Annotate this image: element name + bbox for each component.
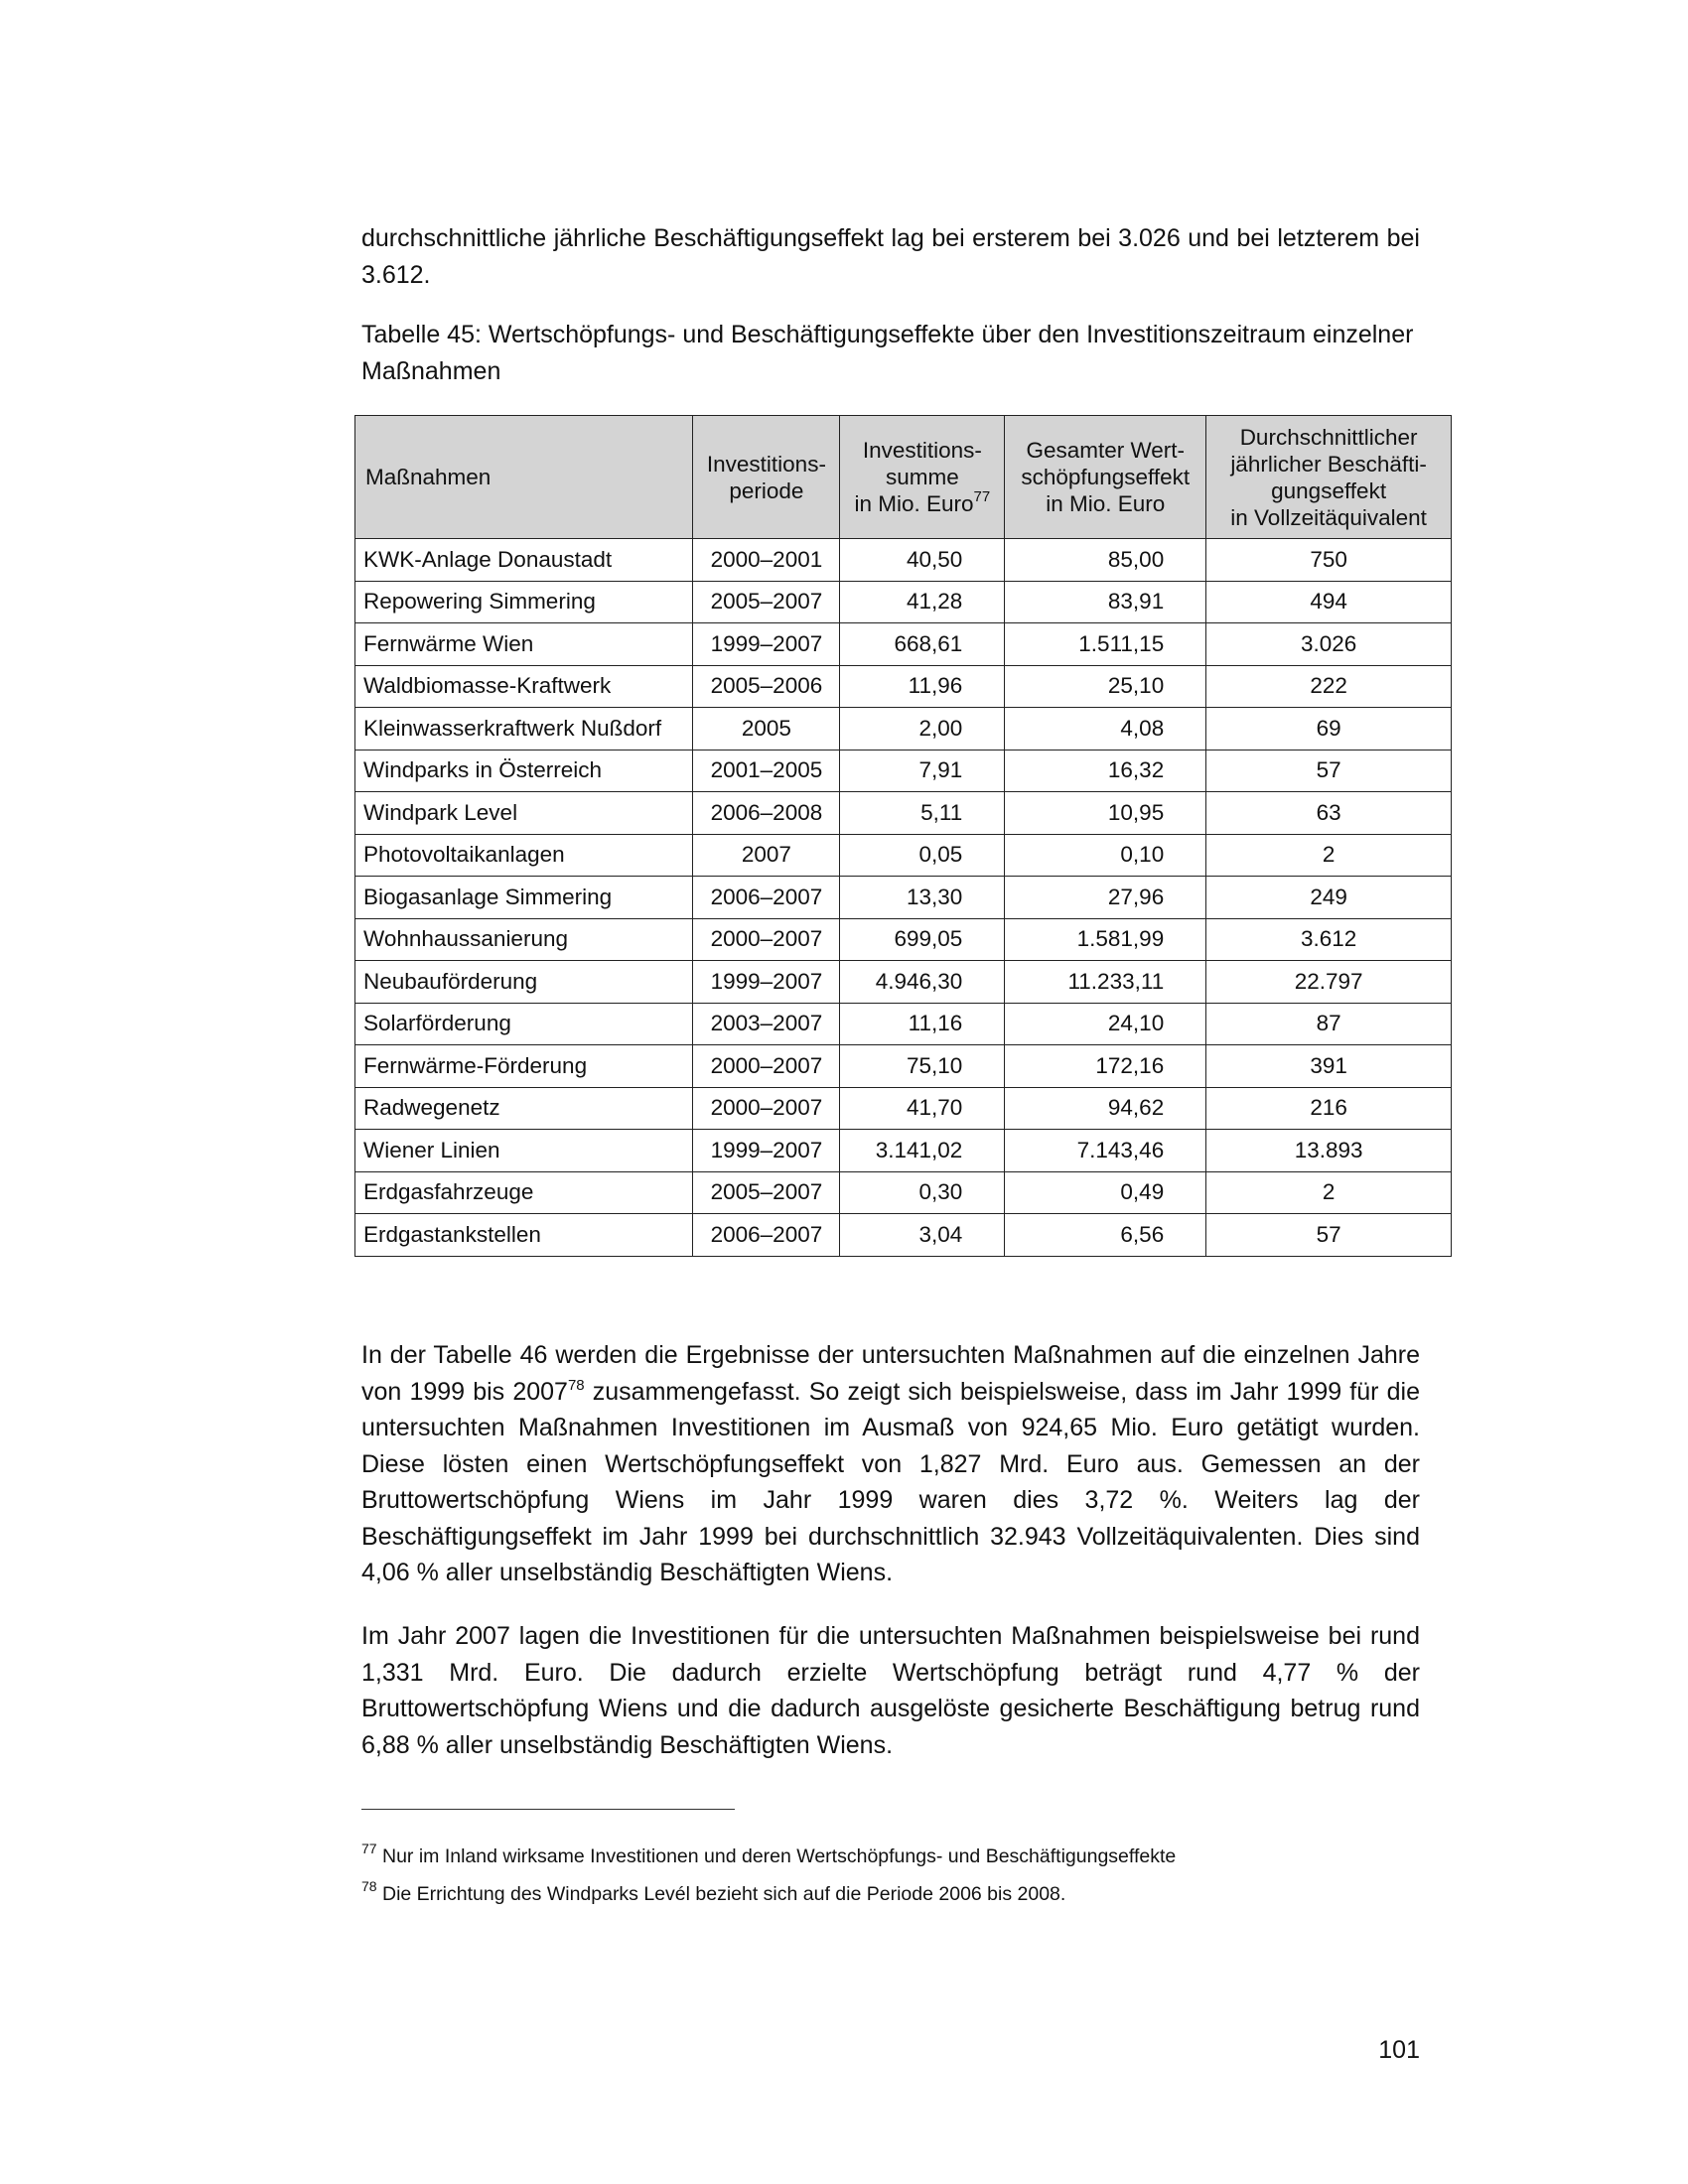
employment-cell: 750 — [1206, 539, 1452, 582]
header-employment — [1206, 416, 1452, 539]
investment-cell: 13,30 — [840, 877, 1005, 919]
measure-name-cell: Repowering Simmering — [355, 581, 693, 623]
table-row — [355, 918, 1452, 961]
investment-cell: 668,61 — [840, 623, 1005, 666]
table-row — [355, 1130, 1452, 1172]
investment-cell: 2,00 — [840, 708, 1005, 751]
period-cell: 2003–2007 — [693, 1003, 840, 1045]
footnote-text: Die Errichtung des Windparks Levél bezieht sich auf die Periode 2006 bis 2008. — [382, 1883, 1066, 1905]
measure-name-cell: Erdgastankstellen — [355, 1214, 693, 1257]
period-cell: 2000–2007 — [693, 1045, 840, 1088]
table-row — [355, 623, 1452, 666]
header-investment-line: summe — [885, 465, 959, 489]
table-row — [355, 792, 1452, 835]
investment-cell: 41,28 — [840, 581, 1005, 623]
value-added-cell: 25,10 — [1005, 665, 1206, 708]
investment-cell: 11,16 — [840, 1003, 1005, 1045]
value-added-cell: 7.143,46 — [1005, 1130, 1206, 1172]
table-row — [355, 665, 1452, 708]
measure-name-cell: Kleinwasserkraftwerk Nußdorf — [355, 708, 693, 751]
investment-cell: 75,10 — [840, 1045, 1005, 1088]
employment-cell: 222 — [1206, 665, 1452, 708]
value-added-cell: 27,96 — [1005, 877, 1206, 919]
header-employment-line: jährlicher Beschäfti- — [1230, 451, 1427, 477]
investment-cell: 7,91 — [840, 750, 1005, 792]
value-added-cell: 6,56 — [1005, 1214, 1206, 1257]
employment-cell: 3.026 — [1206, 623, 1452, 666]
period-cell: 2005 — [693, 708, 840, 751]
value-added-cell: 10,95 — [1005, 792, 1206, 835]
value-added-cell: 0,49 — [1005, 1171, 1206, 1214]
period-cell: 2005–2007 — [693, 1171, 840, 1214]
employment-cell: 249 — [1206, 877, 1452, 919]
value-added-cell: 85,00 — [1005, 539, 1206, 582]
employment-cell: 216 — [1206, 1087, 1452, 1130]
employment-cell: 13.893 — [1206, 1130, 1452, 1172]
employment-cell: 57 — [1206, 1214, 1452, 1257]
table-row — [355, 708, 1452, 751]
value-added-cell: 1.581,99 — [1005, 918, 1206, 961]
measure-name-cell: Solarförderung — [355, 1003, 693, 1045]
header-period-line: periode — [729, 478, 804, 503]
header-employment-line: in Vollzeitäquivalent — [1230, 504, 1427, 530]
period-cell: 2006–2007 — [693, 877, 840, 919]
header-employment-line: gungseffekt — [1271, 478, 1387, 503]
period-cell: 2005–2006 — [693, 665, 840, 708]
investment-cell: 3.141,02 — [840, 1130, 1005, 1172]
body-paragraph-2: Im Jahr 2007 lagen die Investitionen für die untersuchten Maßnahmen beispielsweise bei rund 1,331 Mrd. Euro. Die dadurch erzielte Wertschöpfung beträgt rund 4,77 % der Bruttowertschöpfung Wiens und die dadurch ausgelöste gesicherte Beschäftigung betrug rund 6,88 % aller unselbständig Beschäftigten Wiens. — [361, 1622, 1420, 1759]
header-measures: Maßnahmen — [355, 416, 693, 539]
period-cell: 1999–2007 — [693, 961, 840, 1004]
period-cell: 2005–2007 — [693, 581, 840, 623]
measure-name-cell: Photovoltaikanlagen — [355, 834, 693, 877]
period-cell: 1999–2007 — [693, 623, 840, 666]
header-period — [693, 416, 840, 539]
value-added-cell: 24,10 — [1005, 1003, 1206, 1045]
value-added-cell: 16,32 — [1005, 750, 1206, 792]
header-investment — [840, 416, 1005, 539]
period-cell: 2000–2007 — [693, 918, 840, 961]
measure-name-cell: Wohnhaussanierung — [355, 918, 693, 961]
employment-cell: 22.797 — [1206, 961, 1452, 1004]
paragraph-1-text: In der Tabelle 46 werden die Ergebnisse der untersuchten Maßnahmen auf die einzelnen Jahre von 1999 bis 2007 — [361, 1341, 1420, 1406]
investment-cell: 40,50 — [840, 539, 1005, 582]
period-cell: 2001–2005 — [693, 750, 840, 792]
table-row — [355, 1214, 1452, 1257]
employment-cell: 494 — [1206, 581, 1452, 623]
header-value-added-line: in Mio. Euro — [1046, 491, 1166, 516]
employment-cell: 2 — [1206, 1171, 1452, 1214]
investment-cell: 5,11 — [840, 792, 1005, 835]
paragraph-1-text-cont: zusammengefasst. So zeigt sich beispielsweise, dass im Jahr 1999 für die untersuchten Maßnahmen Investitionen im Ausmaß von 924,65 Mio. Euro getätigt wurden. Diese lösten einen Wertschöpfungseffekt von 1,827 Mrd. Euro aus. Gemessen an der Bruttowertschöpfung Wiens im Jahr 1999 waren dies 3,72 %. Weiters lag der Beschäftigungseffekt im Jahr 1999 bei durchschnittlich 32.943 Vollzeitäquivalenten. Dies sind 4,06 % aller unselbständig Beschäftigten Wiens. — [361, 1377, 1420, 1586]
employment-cell: 63 — [1206, 792, 1452, 835]
page-number: 101 — [1378, 2036, 1420, 2064]
table-row — [355, 1003, 1452, 1045]
intro-paragraph: durchschnittliche jährliche Beschäftigungseffekt lag bei ersterem bei 3.026 und bei letzterem bei 3.612. — [361, 224, 1420, 289]
table-row — [355, 1045, 1452, 1088]
body-paragraph-1 — [361, 1337, 1420, 1591]
measure-name-cell: Fernwärme Wien — [355, 623, 693, 666]
table-row — [355, 750, 1452, 792]
table-row — [355, 539, 1452, 582]
measure-name-cell: Radwegenetz — [355, 1087, 693, 1130]
employment-cell: 87 — [1206, 1003, 1452, 1045]
measure-name-cell: Erdgasfahrzeuge — [355, 1171, 693, 1214]
header-investment-line: Investitions- — [862, 438, 982, 463]
value-added-cell: 1.511,15 — [1005, 623, 1206, 666]
header-value-added — [1005, 416, 1206, 539]
table-row — [355, 961, 1452, 1004]
investment-cell: 0,30 — [840, 1171, 1005, 1214]
employment-cell: 2 — [1206, 834, 1452, 877]
measure-name-cell: KWK-Anlage Donaustadt — [355, 539, 693, 582]
footnote-divider — [361, 1809, 735, 1810]
period-cell: 2006–2007 — [693, 1214, 840, 1257]
value-added-cell: 4,08 — [1005, 708, 1206, 751]
measure-name-cell: Fernwärme-Förderung — [355, 1045, 693, 1088]
measure-name-cell: Windpark Level — [355, 792, 693, 835]
table-row — [355, 1087, 1452, 1130]
table-row — [355, 834, 1452, 877]
value-added-cell: 94,62 — [1005, 1087, 1206, 1130]
measures-table — [354, 415, 1452, 1257]
footnote-78 — [361, 1878, 1066, 1907]
value-added-cell: 11.233,11 — [1005, 961, 1206, 1004]
employment-cell: 69 — [1206, 708, 1452, 751]
table-row — [355, 1171, 1452, 1214]
measure-name-cell: Wiener Linien — [355, 1130, 693, 1172]
table-row — [355, 581, 1452, 623]
table-row — [355, 877, 1452, 919]
investment-cell: 4.946,30 — [840, 961, 1005, 1004]
period-cell: 2000–2007 — [693, 1087, 840, 1130]
table-header-row — [355, 416, 1452, 539]
header-value-added-line: Gesamter Wert- — [1026, 438, 1186, 463]
investment-cell: 0,05 — [840, 834, 1005, 877]
measure-name-cell: Windparks in Österreich — [355, 750, 693, 792]
header-employment-line: Durchschnittlicher — [1239, 424, 1418, 450]
footnote-number: 78 — [361, 1878, 377, 1894]
period-cell: 2000–2001 — [693, 539, 840, 582]
value-added-cell: 0,10 — [1005, 834, 1206, 877]
measure-name-cell: Waldbiomasse-Kraftwerk — [355, 665, 693, 708]
table-body — [355, 539, 1452, 1257]
footnote-77 — [361, 1843, 1176, 1869]
footnote-ref-77: 77 — [973, 488, 991, 505]
period-cell: 2006–2008 — [693, 792, 840, 835]
employment-cell: 57 — [1206, 750, 1452, 792]
table-caption: Tabelle 45: Wertschöpfungs- und Beschäftigungseffekte über den Investitionszeitraum einzelner Maßnahmen — [361, 321, 1414, 385]
employment-cell: 391 — [1206, 1045, 1452, 1088]
period-cell: 2007 — [693, 834, 840, 877]
employment-cell: 3.612 — [1206, 918, 1452, 961]
period-cell: 1999–2007 — [693, 1130, 840, 1172]
measure-name-cell: Neubauförderung — [355, 961, 693, 1004]
footnote-number: 77 — [361, 1841, 377, 1856]
investment-cell: 699,05 — [840, 918, 1005, 961]
measure-name-cell: Biogasanlage Simmering — [355, 877, 693, 919]
value-added-cell: 83,91 — [1005, 581, 1206, 623]
footnote-ref-78: 78 — [567, 1376, 585, 1394]
investment-cell: 11,96 — [840, 665, 1005, 708]
investment-cell: 3,04 — [840, 1214, 1005, 1257]
footnote-text: Nur im Inland wirksame Investitionen und deren Wertschöpfungs- und Beschäftigungseffekte — [382, 1845, 1177, 1867]
header-value-added-line: schöpfungseffekt — [1021, 465, 1191, 489]
header-investment-line: in Mio. Euro — [854, 491, 974, 516]
value-added-cell: 172,16 — [1005, 1045, 1206, 1088]
header-period-line: Investitions- — [706, 451, 826, 477]
investment-cell: 41,70 — [840, 1087, 1005, 1130]
